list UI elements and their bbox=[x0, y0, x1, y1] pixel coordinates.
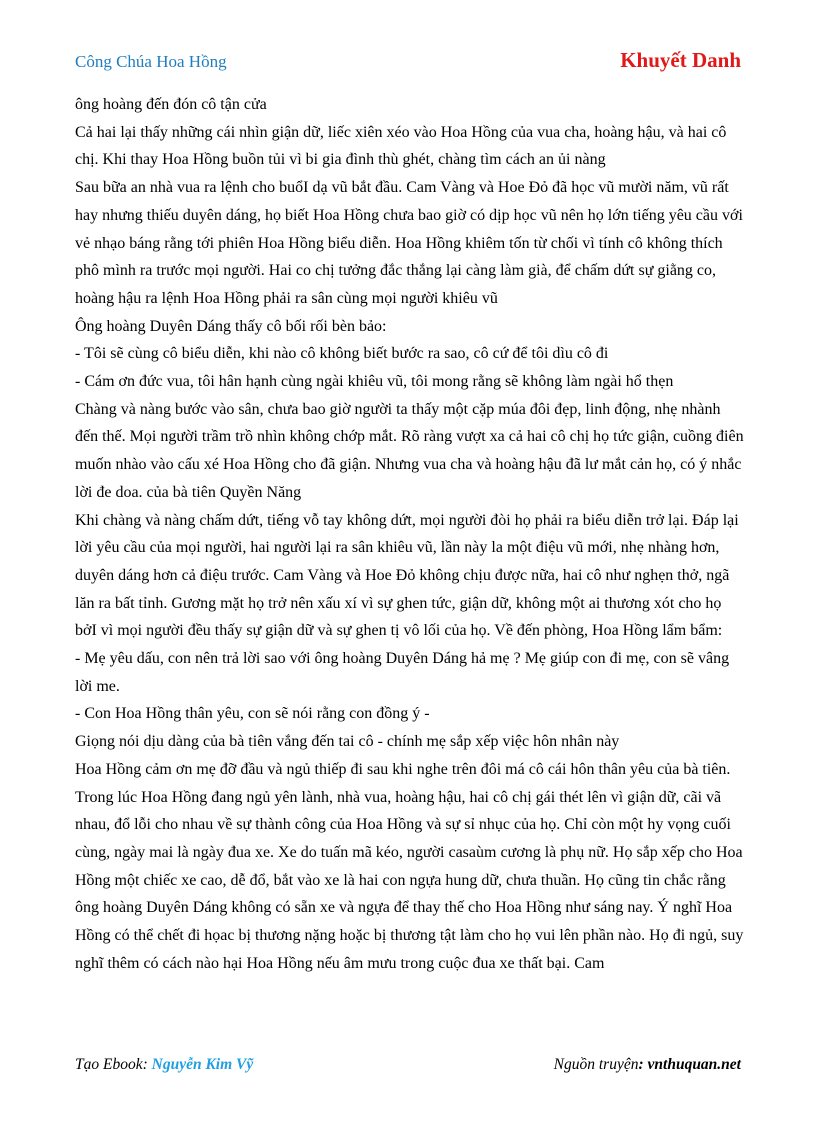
creator-name: Nguyễn Kim Vỹ bbox=[151, 1056, 254, 1073]
source-label: Nguồn truyện bbox=[553, 1056, 639, 1073]
creator-label: Tạo Ebook bbox=[75, 1056, 143, 1073]
paragraph: - Con Hoa Hồng thân yêu, con sẽ nói rằng con đồng ý - bbox=[75, 705, 430, 723]
creator-separator: : bbox=[142, 1056, 152, 1073]
paragraph: - Cám ơn đức vua, tôi hân hạnh cùng ngài khiêu vũ, tôi mong rằng sẽ không làm ngài hổ thẹn bbox=[75, 373, 674, 391]
source-separator: : bbox=[638, 1056, 648, 1073]
page-footer bbox=[75, 1056, 741, 1080]
page-header bbox=[75, 48, 741, 78]
paragraph: - Tôi sẽ cùng cô biểu diễn, khi nào cô không biết bước ra sao, cô cứ để tôi dìu cô đi bbox=[75, 345, 609, 363]
paragraph: Chàng và nàng bước vào sân, chưa bao giờ người ta thấy một cặp múa đôi đẹp, linh động, nhẹ nhành đến thế. Mọi người trầm trồ nhìn không chớp mắt. Rõ ràng vượt xa cả hai cô chị họ tức giận, cuồng điên muốn nhào vào cấu xé Hoa Hồng cho đã giận. Nhưng vua cha và hoàng hậu đã lư mắt cản họ, có ý nhắc lời đe doa. của bà tiên Quyền Năng bbox=[75, 400, 744, 501]
author-name: Khuyết Danh bbox=[620, 48, 741, 72]
paragraph: Trong lúc Hoa Hồng đang ngủ yên lành, nhà vua, hoàng hậu, hai cô chị gái thét lên vì giận dữ, cãi vã nhau, đổ lỗi cho nhau về sự thành công của Hoa Hồng và sự sỉ nhục của họ. Chỉ còn một hy vọng cuối cùng, ngày mai là ngày đua xe. Xe do tuấn mã kéo, người casaùm cương là phụ nữ. Họ sắp xếp cho Hoa Hồng một chiếc xe cao, dễ đổ, bắt vào xe là hai con ngựa hung dữ, chưa thuần. Họ cũng tin chắc rằng ông hoàng Duyên Dáng không có sẵn xe và ngựa để thay thế cho Hoa Hồng như sáng nay. Ý nghĩ Hoa Hồng có thể chết đi họac bị thương nặng hoặc bị thương tật làm cho họ vui lên phần nào. Họ đi ngủ, suy nghĩ thêm có cách nào hại Hoa Hồng nếu âm mưu trong cuộc đua xe thất bại. Cam bbox=[75, 788, 744, 972]
paragraph: Sau bữa an nhà vua ra lệnh cho buổI dạ vũ bắt đầu. Cam Vàng và Hoe Đỏ đã học vũ mười năm, vũ rất hay nhưng thiếu duyên dáng, họ biết Hoa Hồng chưa bao giờ có dịp học vũ nên họ lớn tiếng yêu cầu với vẻ nhạo báng rằng tới phiên Hoa Hồng biểu diễn. Hoa Hồng khiêm tốn từ chối vì tính cô không thích phô mình ra trước mọi người. Hai co chị tưởng đắc thắng lại càng làm già, để chấm dứt sự giằng co, hoàng hậu ra lệnh Hoa Hồng phải ra sân cùng mọi người khiêu vũ bbox=[75, 179, 743, 307]
paragraph: - Mẹ yêu dấu, con nên trả lời sao với ông hoàng Duyên Dáng hả mẹ ? Mẹ giúp con đi mẹ, con sẽ vâng lời me. bbox=[75, 650, 730, 695]
paragraph: Ông hoàng Duyên Dáng thấy cô bối rối bèn bảo: bbox=[75, 317, 387, 335]
ebook-credit bbox=[75, 1056, 253, 1074]
book-title: Công Chúa Hoa Hồng bbox=[75, 52, 227, 71]
paragraph: Hoa Hồng cảm ơn mẹ đỡ đầu và ngủ thiếp đi sau khi nghe trên đôi má cô cái hôn thân yêu của bà tiên. bbox=[75, 760, 731, 778]
paragraph: Cả hai lại thấy những cái nhìn giận dữ, liếc xiên xéo vào Hoa Hồng của vua cha, hoàng hậu, và hai cô chị. Khi thay Hoa Hồng buồn tủi vì bi gia đình thù ghét, chàng tìm cách an ủi nàng bbox=[75, 123, 727, 169]
paragraph: Giọng nói dịu dàng của bà tiên vắng đến tai cô - chính mẹ sắp xếp việc hôn nhân này bbox=[75, 733, 620, 751]
story-body bbox=[75, 91, 745, 978]
paragraph: Khi chàng và nàng chấm dứt, tiếng vỗ tay không dứt, mọi người đòi họ phải ra biểu diễn trở lại. Đáp lại lời yêu cầu của mọi người, hai người lại ra sân khiêu vũ, lần này la một điệu vũ mới, nhẹ nhàng hơn, duyên dáng hơn cả điệu trước. Cam Vàng và Hoe Đỏ không chịu được nữa, hai cô như nghẹn thở, ngã lăn ra bất tỉnh. Gương mặt họ trở nên xấu xí vì sự ghen tức, giận dữ, không một ai thương xót cho họ bởI vì mọi người đều thấy sự giận dữ và sự ghen tị vô lối của họ. Về đến phòng, Hoa Hồng lẩm bẩm: bbox=[75, 511, 739, 640]
paragraph: ông hoàng đến đón cô tận cửa bbox=[75, 96, 267, 113]
source-name: vnthuquan.net bbox=[647, 1056, 741, 1073]
source-credit bbox=[554, 1056, 741, 1074]
